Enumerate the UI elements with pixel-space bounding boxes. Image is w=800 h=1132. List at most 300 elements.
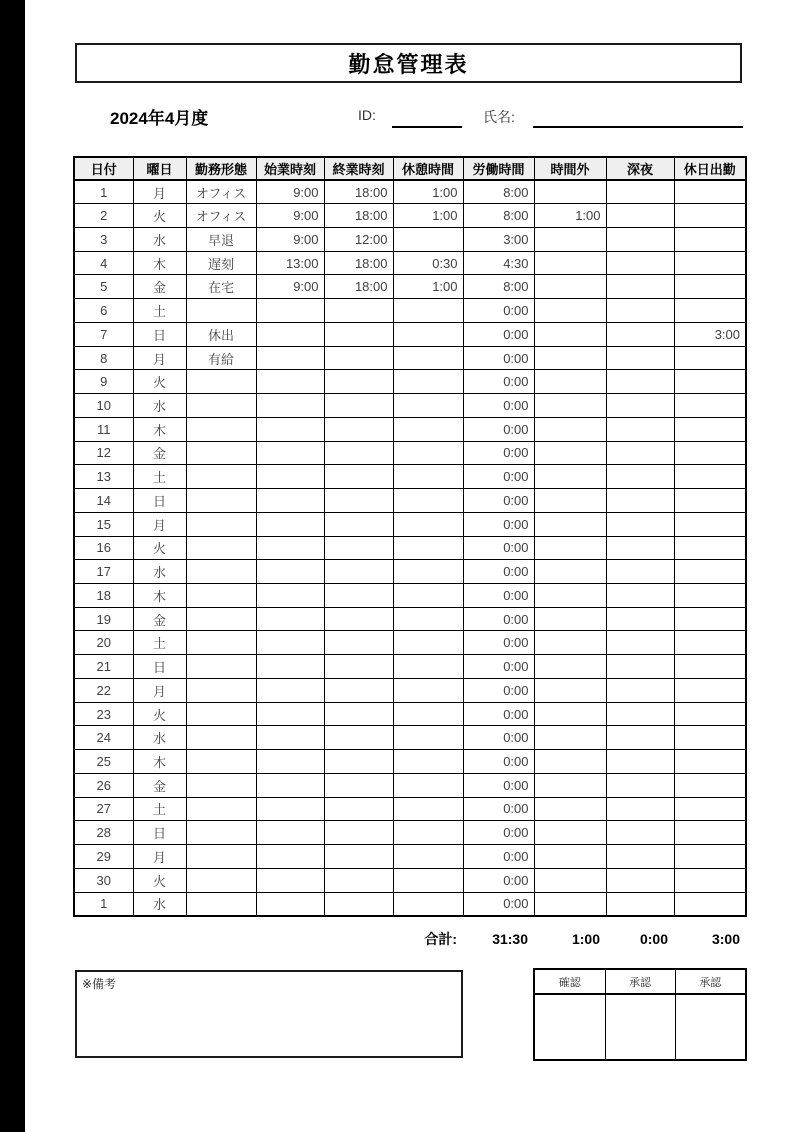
cell-weekday: 土	[133, 631, 186, 655]
cell-midnight	[606, 227, 674, 251]
cell-work-time: 0:00	[463, 702, 534, 726]
cell-break-time	[393, 868, 463, 892]
cell-work-time: 0:00	[463, 821, 534, 845]
cell-work-type	[186, 750, 256, 774]
cell-date: 13	[74, 465, 133, 489]
cell-work-type: 有給	[186, 346, 256, 370]
cell-work-type: 早退	[186, 227, 256, 251]
cell-holiday-work	[674, 702, 746, 726]
cell-start-time	[256, 773, 324, 797]
table-row	[74, 750, 746, 774]
cell-break-time	[393, 299, 463, 323]
name-field[interactable]	[533, 108, 743, 128]
cell-overtime	[534, 322, 606, 346]
totals-row	[73, 925, 745, 953]
table-row	[74, 465, 746, 489]
cell-date: 24	[74, 726, 133, 750]
cell-break-time: 0:30	[393, 251, 463, 275]
cell-start-time	[256, 441, 324, 465]
attendance-table-body	[74, 180, 746, 916]
cell-work-time: 0:00	[463, 322, 534, 346]
cell-start-time	[256, 394, 324, 418]
cell-break-time	[393, 346, 463, 370]
cell-weekday: 金	[133, 275, 186, 299]
cell-work-type: 在宅	[186, 275, 256, 299]
cell-weekday: 木	[133, 417, 186, 441]
id-field[interactable]	[392, 108, 462, 128]
cell-break-time	[393, 678, 463, 702]
cell-work-time: 0:00	[463, 797, 534, 821]
cell-work-time: 0:00	[463, 394, 534, 418]
cell-start-time	[256, 726, 324, 750]
cell-work-time: 0:00	[463, 583, 534, 607]
cell-holiday-work	[674, 583, 746, 607]
cell-weekday: 木	[133, 251, 186, 275]
cell-weekday: 火	[133, 868, 186, 892]
cell-midnight	[606, 773, 674, 797]
cell-end-time	[324, 346, 393, 370]
table-row	[74, 583, 746, 607]
cell-holiday-work	[674, 465, 746, 489]
cell-date: 28	[74, 821, 133, 845]
cell-work-type	[186, 465, 256, 489]
id-label: ID:	[358, 107, 376, 123]
attendance-table	[73, 156, 747, 917]
table-row	[74, 892, 746, 916]
cell-holiday-work	[674, 227, 746, 251]
cell-work-time: 0:00	[463, 417, 534, 441]
cell-overtime	[534, 892, 606, 916]
total-work-time: 31:30	[492, 931, 528, 947]
approval-stamp-cell-approve-2[interactable]	[675, 994, 746, 1060]
cell-weekday: 土	[133, 299, 186, 323]
cell-holiday-work	[674, 797, 746, 821]
cell-work-type	[186, 536, 256, 560]
table-row	[74, 631, 746, 655]
cell-work-type	[186, 370, 256, 394]
cell-work-type	[186, 583, 256, 607]
cell-start-time	[256, 322, 324, 346]
cell-holiday-work	[674, 655, 746, 679]
table-row	[74, 322, 746, 346]
cell-overtime	[534, 180, 606, 204]
cell-date: 17	[74, 560, 133, 584]
cell-midnight	[606, 726, 674, 750]
cell-start-time	[256, 845, 324, 869]
cell-date: 14	[74, 489, 133, 513]
cell-holiday-work	[674, 370, 746, 394]
cell-date: 1	[74, 892, 133, 916]
cell-midnight	[606, 251, 674, 275]
cell-midnight	[606, 536, 674, 560]
table-row	[74, 227, 746, 251]
cell-midnight	[606, 204, 674, 228]
approval-stamp-row	[534, 994, 746, 1060]
cell-overtime	[534, 821, 606, 845]
cell-start-time	[256, 678, 324, 702]
cell-midnight	[606, 441, 674, 465]
column-header-midnight: 深夜	[606, 157, 674, 180]
cell-work-time: 0:00	[463, 655, 534, 679]
cell-midnight	[606, 299, 674, 323]
cell-end-time	[324, 702, 393, 726]
cell-holiday-work	[674, 821, 746, 845]
cell-holiday-work	[674, 251, 746, 275]
cell-overtime	[534, 797, 606, 821]
approval-stamp-cell-confirm[interactable]	[534, 994, 605, 1060]
cell-weekday: 日	[133, 489, 186, 513]
cell-work-time: 0:00	[463, 299, 534, 323]
table-row	[74, 299, 746, 323]
cell-weekday: 日	[133, 655, 186, 679]
cell-midnight	[606, 370, 674, 394]
cell-date: 19	[74, 607, 133, 631]
cell-break-time: 1:00	[393, 204, 463, 228]
column-header-break-time: 休憩時間	[393, 157, 463, 180]
cell-work-type	[186, 394, 256, 418]
remarks-box[interactable]	[75, 970, 463, 1058]
cell-overtime	[534, 773, 606, 797]
column-header-weekday: 曜日	[133, 157, 186, 180]
cell-end-time: 18:00	[324, 275, 393, 299]
cell-midnight	[606, 394, 674, 418]
cell-midnight	[606, 560, 674, 584]
cell-work-time: 4:30	[463, 251, 534, 275]
cell-start-time	[256, 417, 324, 441]
cell-end-time	[324, 773, 393, 797]
cell-weekday: 金	[133, 773, 186, 797]
cell-break-time	[393, 560, 463, 584]
cell-work-time: 3:00	[463, 227, 534, 251]
table-row	[74, 489, 746, 513]
cell-end-time	[324, 607, 393, 631]
cell-overtime	[534, 512, 606, 536]
cell-break-time: 1:00	[393, 180, 463, 204]
cell-date: 8	[74, 346, 133, 370]
cell-work-type	[186, 726, 256, 750]
period-label: 2024年4月度	[110, 109, 209, 128]
column-header-end-time: 終業時刻	[324, 157, 393, 180]
cell-break-time	[393, 726, 463, 750]
cell-midnight	[606, 275, 674, 299]
cell-start-time	[256, 512, 324, 536]
cell-date: 7	[74, 322, 133, 346]
cell-overtime	[534, 868, 606, 892]
cell-work-type: 遅刻	[186, 251, 256, 275]
cell-work-type	[186, 441, 256, 465]
cell-date: 10	[74, 394, 133, 418]
cell-end-time	[324, 631, 393, 655]
header-row	[74, 157, 746, 180]
cell-weekday: 水	[133, 726, 186, 750]
cell-end-time	[324, 370, 393, 394]
cell-work-time: 0:00	[463, 892, 534, 916]
cell-work-type: オフィス	[186, 180, 256, 204]
cell-work-type	[186, 489, 256, 513]
cell-work-time: 0:00	[463, 441, 534, 465]
cell-overtime	[534, 678, 606, 702]
cell-work-type	[186, 607, 256, 631]
cell-midnight	[606, 322, 674, 346]
cell-start-time	[256, 465, 324, 489]
cell-work-time: 8:00	[463, 275, 534, 299]
cell-holiday-work	[674, 773, 746, 797]
approval-header-approve-1: 承認	[605, 969, 675, 994]
cell-work-type	[186, 560, 256, 584]
cell-work-type	[186, 417, 256, 441]
cell-date: 5	[74, 275, 133, 299]
cell-date: 27	[74, 797, 133, 821]
cell-work-time: 0:00	[463, 489, 534, 513]
table-row	[74, 251, 746, 275]
cell-date: 20	[74, 631, 133, 655]
cell-work-type	[186, 797, 256, 821]
cell-weekday: 日	[133, 821, 186, 845]
cell-weekday: 土	[133, 797, 186, 821]
cell-weekday: 木	[133, 750, 186, 774]
approval-header-confirm: 確認	[534, 969, 605, 994]
cell-work-time: 0:00	[463, 678, 534, 702]
cell-holiday-work	[674, 417, 746, 441]
cell-break-time	[393, 394, 463, 418]
column-header-work-type: 勤務形態	[186, 157, 256, 180]
cell-holiday-work	[674, 607, 746, 631]
cell-work-type	[186, 299, 256, 323]
cell-work-time: 8:00	[463, 204, 534, 228]
cell-date: 29	[74, 845, 133, 869]
cell-start-time: 9:00	[256, 227, 324, 251]
cell-holiday-work	[674, 678, 746, 702]
table-row	[74, 773, 746, 797]
cell-break-time	[393, 417, 463, 441]
cell-date: 1	[74, 180, 133, 204]
cell-start-time	[256, 655, 324, 679]
table-row	[74, 868, 746, 892]
approval-header-approve-2: 承認	[675, 969, 746, 994]
table-row	[74, 512, 746, 536]
table-row	[74, 180, 746, 204]
cell-end-time	[324, 512, 393, 536]
cell-work-time: 0:00	[463, 346, 534, 370]
cell-end-time: 18:00	[324, 251, 393, 275]
cell-end-time	[324, 299, 393, 323]
cell-start-time	[256, 370, 324, 394]
cell-work-time: 8:00	[463, 180, 534, 204]
totals-label: 合計:	[424, 931, 457, 947]
cell-start-time	[256, 821, 324, 845]
cell-break-time	[393, 465, 463, 489]
cell-end-time	[324, 868, 393, 892]
table-row	[74, 441, 746, 465]
table-row	[74, 536, 746, 560]
cell-holiday-work	[674, 512, 746, 536]
cell-date: 16	[74, 536, 133, 560]
cell-date: 4	[74, 251, 133, 275]
cell-overtime	[534, 251, 606, 275]
cell-work-type: オフィス	[186, 204, 256, 228]
cell-break-time	[393, 655, 463, 679]
column-header-overtime: 時間外	[534, 157, 606, 180]
cell-end-time	[324, 465, 393, 489]
cell-midnight	[606, 655, 674, 679]
cell-end-time	[324, 489, 393, 513]
column-header-work-time: 労働時間	[463, 157, 534, 180]
approval-stamp-cell-approve-1[interactable]	[605, 994, 675, 1060]
cell-start-time	[256, 892, 324, 916]
cell-overtime	[534, 417, 606, 441]
cell-end-time	[324, 678, 393, 702]
cell-overtime	[534, 370, 606, 394]
cell-work-time: 0:00	[463, 536, 534, 560]
cell-midnight	[606, 583, 674, 607]
cell-end-time: 18:00	[324, 204, 393, 228]
cell-work-type	[186, 868, 256, 892]
cell-end-time	[324, 892, 393, 916]
cell-break-time	[393, 489, 463, 513]
cell-weekday: 月	[133, 512, 186, 536]
cell-midnight	[606, 892, 674, 916]
cell-holiday-work	[674, 180, 746, 204]
cell-overtime	[534, 845, 606, 869]
table-row	[74, 346, 746, 370]
cell-midnight	[606, 465, 674, 489]
cell-overtime	[534, 441, 606, 465]
cell-end-time	[324, 726, 393, 750]
cell-end-time	[324, 821, 393, 845]
table-row	[74, 655, 746, 679]
cell-midnight	[606, 750, 674, 774]
cell-work-type	[186, 631, 256, 655]
cell-overtime	[534, 394, 606, 418]
cell-weekday: 火	[133, 702, 186, 726]
cell-midnight	[606, 512, 674, 536]
cell-holiday-work	[674, 394, 746, 418]
column-header-holiday-work: 休日出勤	[674, 157, 746, 180]
cell-end-time	[324, 394, 393, 418]
cell-end-time	[324, 845, 393, 869]
cell-overtime	[534, 275, 606, 299]
table-row	[74, 702, 746, 726]
cell-break-time	[393, 441, 463, 465]
cell-overtime	[534, 299, 606, 323]
table-row	[74, 607, 746, 631]
cell-midnight	[606, 845, 674, 869]
cell-weekday: 月	[133, 678, 186, 702]
cell-midnight	[606, 821, 674, 845]
cell-end-time	[324, 536, 393, 560]
cell-break-time	[393, 845, 463, 869]
cell-midnight	[606, 346, 674, 370]
cell-work-time: 0:00	[463, 560, 534, 584]
cell-holiday-work	[674, 204, 746, 228]
cell-break-time	[393, 631, 463, 655]
cell-work-type	[186, 512, 256, 536]
cell-break-time	[393, 702, 463, 726]
cell-start-time	[256, 560, 324, 584]
cell-overtime	[534, 227, 606, 251]
cell-overtime	[534, 560, 606, 584]
table-row	[74, 275, 746, 299]
cell-break-time: 1:00	[393, 275, 463, 299]
cell-holiday-work	[674, 726, 746, 750]
cell-overtime	[534, 655, 606, 679]
cell-start-time: 9:00	[256, 180, 324, 204]
cell-break-time	[393, 370, 463, 394]
cell-break-time	[393, 773, 463, 797]
cell-midnight	[606, 180, 674, 204]
cell-midnight	[606, 607, 674, 631]
table-row	[74, 417, 746, 441]
cell-holiday-work	[674, 845, 746, 869]
cell-holiday-work	[674, 489, 746, 513]
cell-start-time	[256, 868, 324, 892]
cell-break-time	[393, 583, 463, 607]
cell-end-time	[324, 797, 393, 821]
cell-overtime	[534, 702, 606, 726]
cell-work-type	[186, 678, 256, 702]
cell-start-time	[256, 299, 324, 323]
cell-end-time: 18:00	[324, 180, 393, 204]
cell-work-type	[186, 773, 256, 797]
cell-work-time: 0:00	[463, 773, 534, 797]
cell-date: 23	[74, 702, 133, 726]
cell-break-time	[393, 821, 463, 845]
total-overtime: 1:00	[571, 931, 600, 947]
cell-weekday: 月	[133, 845, 186, 869]
cell-end-time	[324, 417, 393, 441]
cell-break-time	[393, 607, 463, 631]
cell-holiday-work	[674, 868, 746, 892]
cell-start-time	[256, 702, 324, 726]
cell-date: 15	[74, 512, 133, 536]
cell-end-time	[324, 655, 393, 679]
cell-weekday: 金	[133, 607, 186, 631]
cell-start-time	[256, 536, 324, 560]
cell-weekday: 水	[133, 892, 186, 916]
cell-overtime	[534, 346, 606, 370]
cell-start-time	[256, 797, 324, 821]
cell-weekday: 水	[133, 560, 186, 584]
cell-overtime	[534, 583, 606, 607]
cell-start-time	[256, 631, 324, 655]
cell-end-time: 12:00	[324, 227, 393, 251]
cell-weekday: 火	[133, 204, 186, 228]
cell-date: 12	[74, 441, 133, 465]
cell-date: 30	[74, 868, 133, 892]
cell-weekday: 木	[133, 583, 186, 607]
cell-start-time: 9:00	[256, 204, 324, 228]
cell-holiday-work	[674, 275, 746, 299]
cell-start-time	[256, 750, 324, 774]
cell-end-time	[324, 560, 393, 584]
approval-table	[533, 968, 747, 1061]
cell-midnight	[606, 678, 674, 702]
cell-midnight	[606, 702, 674, 726]
cell-midnight	[606, 797, 674, 821]
cell-overtime	[534, 750, 606, 774]
cell-overtime	[534, 726, 606, 750]
cell-date: 9	[74, 370, 133, 394]
column-header-start-time: 始業時刻	[256, 157, 324, 180]
cell-date: 22	[74, 678, 133, 702]
cell-overtime	[534, 631, 606, 655]
cell-work-type	[186, 892, 256, 916]
cell-work-type: 休出	[186, 322, 256, 346]
cell-break-time	[393, 536, 463, 560]
cell-weekday: 火	[133, 370, 186, 394]
page-title: 勤怠管理表	[348, 51, 469, 77]
cell-work-time: 0:00	[463, 845, 534, 869]
